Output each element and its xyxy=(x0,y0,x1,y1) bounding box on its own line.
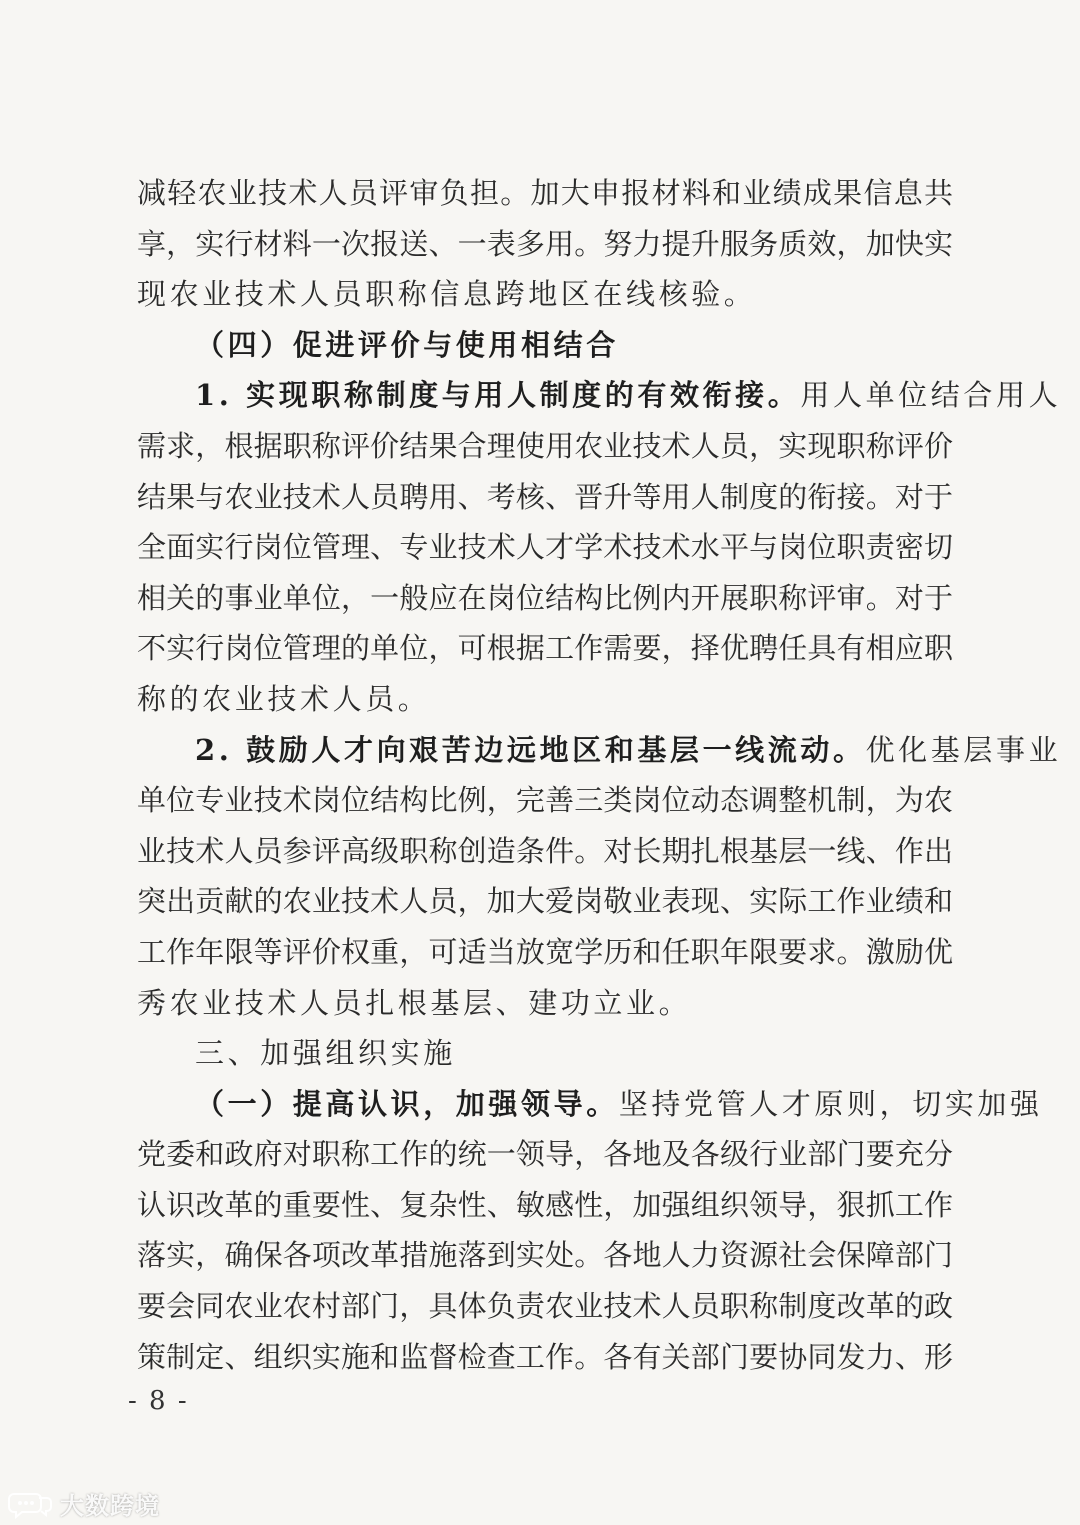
paragraph-line: 落实，确保各项改革措施落到实处。各地人力资源社会保障部门 xyxy=(137,1238,953,1273)
speech-bubble-icon xyxy=(8,1490,54,1518)
paragraph-line: 单位专业技术岗位结构比例，完善三类岗位动态调整机制，为农 xyxy=(137,783,953,818)
paragraph-line xyxy=(137,1079,1043,1130)
paragraph-line: 秀农业技术人员扎根基层、建功立业。 xyxy=(137,985,692,1020)
paragraph-text: 坚持党管人才原则，切实加强 xyxy=(618,1086,1043,1121)
paragraph-line: 认识改革的重要性、复杂性、敏感性，加强组织领导，狠抓工作 xyxy=(137,1187,953,1222)
paragraph-text: 用人单位结合用人 xyxy=(800,378,1062,413)
paragraph-line xyxy=(137,725,1062,776)
paragraph-line: 称的农业技术人员。 xyxy=(137,681,431,716)
paragraph-line: 不实行岗位管理的单位，可根据工作需要，择优聘任具有相应职 xyxy=(137,631,953,666)
document-body xyxy=(137,168,1062,1382)
item-heading-2: 2. 鼓励人才向艰苦边远地区和基层一线流动。 xyxy=(195,732,866,767)
paragraph-line: 结果与农业技术人员聘用、考核、晋升等用人制度的衔接。对于 xyxy=(137,479,953,514)
paragraph-line: 业技术人员参评高级职称创造条件。对长期扎根基层一线、作出 xyxy=(137,833,953,868)
paragraph-line: 突出贡献的农业技术人员，加大爱岗敬业表现、实际工作业绩和 xyxy=(137,884,953,919)
watermark-text: 大数跨境 xyxy=(60,1492,160,1520)
paragraph-line: 减轻农业技术人员评审负担。加大申报材料和业绩成果信息共 xyxy=(137,176,953,210)
section-heading-1: （一）提高认识，加强领导。 xyxy=(195,1086,619,1121)
paragraph-line: 需求，根据职称评价结果合理使用农业技术人员，实现职称评价 xyxy=(137,428,953,463)
paragraph-line: 策制定、组织实施和监督检查工作。各有关部门要协同发力、形 xyxy=(137,1339,953,1374)
paragraph-line xyxy=(137,370,1062,421)
section-heading-4: （四）促进评价与使用相结合 xyxy=(195,327,619,362)
page-number: - 8 - xyxy=(128,1386,189,1416)
paragraph-text: 优化基层事业 xyxy=(865,732,1062,767)
watermark xyxy=(8,1486,160,1521)
item-heading-1: 1. 实现职称制度与用人制度的有效衔接。 xyxy=(195,378,801,413)
paragraph-line: 享，实行材料一次报送、一表多用。努力提升服务质效，加快实 xyxy=(137,226,953,261)
chapter-heading-3: 三、加强组织实施 xyxy=(195,1036,456,1071)
paragraph-line: 现农业技术人员职称信息跨地区在线核验。 xyxy=(137,277,757,312)
paragraph-line: 党委和政府对职称工作的统一领导，各地及各级行业部门要充分 xyxy=(137,1137,953,1172)
paragraph-line: 相关的事业单位，一般应在岗位结构比例内开展职称评审。对于 xyxy=(137,580,953,615)
paragraph-line: 全面实行岗位管理、专业技术人才学术技术水平与岗位职责密切 xyxy=(137,530,953,565)
paragraph-line: 要会同农业农村部门，具体负责农业技术人员职称制度改革的政 xyxy=(137,1289,953,1324)
paragraph-line: 工作年限等评价权重，可适当放宽学历和任职年限要求。激励优 xyxy=(137,934,953,969)
